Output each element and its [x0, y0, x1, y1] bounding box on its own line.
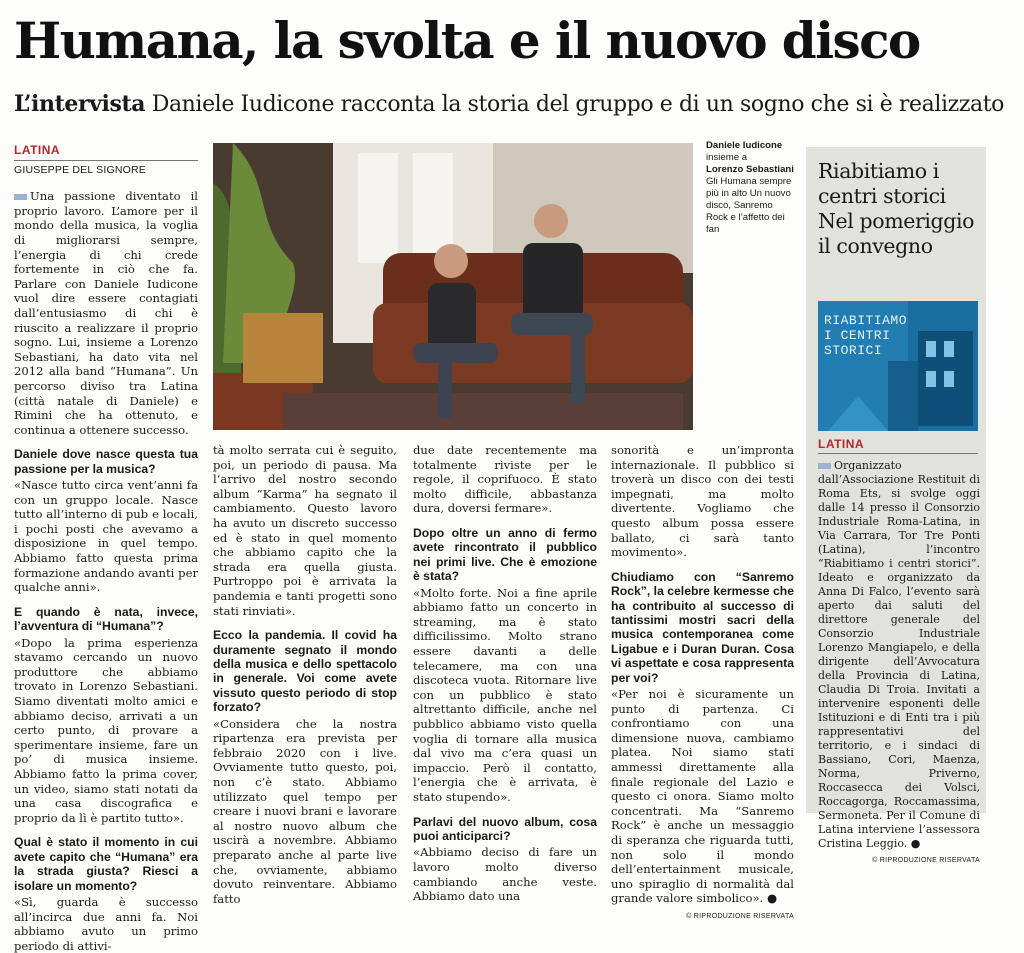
article-copyright: © RIPRODUZIONE RISERVATA — [686, 912, 794, 920]
band-photo — [213, 143, 693, 430]
poster-line-1: RIABITIAMO — [824, 313, 908, 328]
article-column-4 — [611, 443, 794, 925]
sidebar-box — [806, 147, 986, 864]
poster-line-2: I CENTRI — [824, 328, 891, 343]
sidebar-body — [818, 459, 980, 868]
sidebar-copyright: © RIPRODUZIONE RISERVATA — [872, 857, 980, 864]
question-7: Chiudiamo con “Sanremo Rock”, la celebre kermesse che ha contribuito al successo di tantissimi mostri sacri della musica contemporanea come Ligabue e i Duran Duran. Cosa vi aspettate e cosa rappresenta per voi? — [611, 569, 794, 685]
sidebar-body-text: Organizzato dall’Associazione Restituit di Roma Ets, si svolge oggi dalle 14 presso il Consorzio Industriale Roma-Latina, in Via Carrara, Tor Tre Ponti (Latina), l’incontro “Riabitiamo i centri storici”. Ideato e organizzato da Anna Di Falco, l’evento sarà aperto dai saluti del direttore generale del Consorzio Industriale Lorenzo Mangiapelo, e della dirigente dell’Avvocatura della Provincia di Latina, Claudia Di Troia. Invitati a intervenire esponenti delle Istituzioni e di Enti tra i più rappresentativi del territorio, e i sindaci di Bassiano, Cori, Maenza, Norma, Priverno, Roccasecca dei Volsci, Roccagorga, Roccamassima, Sermoneta. Per il Comune di Latina interviene l’assessora Cristina Leggio. — [818, 459, 980, 850]
answer-5: «Molto forte. Noi a fine aprile abbiamo fatto un concerto in streaming, ma è stato difficilissimo. Molto strano essere davanti a delle telecamere, ma con una discoteca vuota. Ritornare live con un pubblico è stato altrettanto difficile, anche nel pubblico abbiamo visto quella voglia di tornare alla musica dal vivo ma c’era quasi un impaccio. Però il contatto, l’energia che è arrivata, è stato stupendo». — [413, 585, 597, 804]
sidebar-end-mark: ● — [910, 837, 921, 850]
sidebar-bullet-square — [818, 463, 831, 469]
caption-name-2: Lorenzo Sebastiani — [706, 164, 794, 175]
end-mark: ● — [766, 891, 778, 906]
subheadline — [14, 90, 1014, 119]
event-poster — [818, 301, 978, 431]
answer-4-part1: «Considera che la nostra ripartenza era prevista per febbraio 2020 con i live. Ovviamente tutto questo, poi, non c’è stato. Abbiamo utilizzato quel tempo per creare i nuovi brani e lavorare al nostro nuovo album che uscirà a novembre. Abbiamo preparato anche al parte live che, ovviamente, abbiamo dovuto reinventare. Abbiamo fatto — [213, 716, 397, 906]
caption-connector: insieme a — [706, 152, 748, 163]
question-3: Qual è stato il momento in cui avete capito che “Humana” era la strada giusta? Riesci a isolare un momento? — [14, 835, 198, 893]
answer-3-part2: tà molto serrata cui è seguito, poi, un periodo di pausa. Ma l’arrivo del nostro secondo album “Karma” ha segnato il cambiamento. Questo lavoro ha avuto un discreto successo ed è stato in quel momento che abbiamo capito che la strada era quella giusta. Purtroppo poi è arrivata la pandemia e tanti progetti sono stati rinviati». — [213, 443, 397, 618]
answer-2: «Dopo la prima esperienza stavamo cercando un nuovo produttore che abbiamo trovato in Lorenzo Sebastiani. Siamo diventati molto amici e abbiamo deciso, arrivati a un certo punto, di provare a sperimentare insieme, fare un po’ di musica insieme. Abbiamo fatto la prima cover, un video, siamo stati notati da una casa discografica e proprio da lì è partito tutto». — [14, 635, 198, 825]
article-column-1 — [14, 143, 198, 953]
answer-3-part1: «Sì, guarda è successo all’incirca due anni fa. Noi abbiamo avuto un primo periodo di attivi- — [14, 895, 198, 953]
intro-paragraph — [14, 189, 198, 437]
section-tag: LATINA — [14, 143, 198, 161]
byline: GIUSEPPE DEL SIGNORE — [14, 163, 146, 176]
poster-line-3: STORICI — [824, 343, 883, 358]
subhead-text: Daniele Iudicone racconta la storia del gruppo e di un sogno che si è realizzato — [151, 92, 1005, 117]
subhead-lead: L’intervista — [14, 91, 146, 117]
answer-6-part2: sonorità e un’impronta internazionale. Il pubblico si troverà un disco con dei testi impegnati, ma molto divertente. Vogliamo che questo album possa essere ballato, ci sarà tanto movimento». — [611, 443, 794, 560]
answer-4-part2: due date recentemente ma totalmente riviste per le regole, il coprifuoco. È stato molto difficile, abbastanza dura, doversi fermare». — [413, 443, 597, 516]
question-5: Dopo oltre un anno di fermo avete rincontrato il pubblico nei primi live. Che è emozione è stata? — [413, 525, 597, 584]
answer-6-part1: «Abbiamo deciso di fare un lavoro molto diverso cambiando anche veste. Abbiamo dato una — [413, 845, 597, 904]
sidebar-title: Riabitiamo i centri storici Nel pomeriggio il convegno — [818, 159, 975, 258]
poster-title — [824, 313, 907, 358]
photo-caption — [706, 140, 794, 236]
question-6: Parlavi del nuovo album, cosa puoi anticiparci? — [413, 814, 597, 843]
question-2: E quando è nata, invece, l’avventura di “Humana”? — [14, 604, 198, 634]
question-1: Daniele dove nasce questa tua passione per la musica? — [14, 447, 198, 476]
answer-7-text: «Per noi è sicuramente un punto di partenza. Ci confrontiamo con una dimensione nuova, cambiamo platea. Noi siamo stati ammessi direttamente alla finale regionale del Lazio e questo ci onora. Siamo molto concentrati. Ma “Sanremo Rock” è anche un messaggio di speranza che riguarda tutti, non solo il mondo dell’entertainment musicale, uno spiraglio di normalità dal grande valore simbolico». — [611, 687, 794, 906]
answer-7 — [611, 687, 794, 906]
sidebar-section-tag: LATINA — [818, 437, 978, 454]
caption-text: Gli Humana sempre più in alto Un nuovo disco, Sanremo Rock e l’affetto dei fan — [706, 176, 792, 235]
answer-1: «Nasce tutto circa vent’anni fa con un gruppo locale. Nasce tutto all’interno di pub e locali, i pochi posti che avevamo a disposizione in quel tempo. Abbiamo fatto questa prima formazione andando avanti per qualche anni». — [14, 478, 198, 595]
article-column-2 — [213, 443, 397, 906]
band-photo-illustration — [213, 143, 693, 430]
caption-name-1: Daniele Iudicone — [706, 140, 783, 151]
bullet-square — [14, 194, 27, 200]
article-column-3 — [413, 443, 597, 904]
question-4: Ecco la pandemia. Il covid ha duramente segnato il mondo della musica e dello spettacolo in generale. Voi come avete vissuto questo periodo di stop forzato? — [213, 628, 397, 715]
headline: Humana, la svolta e il nuovo disco — [14, 11, 920, 70]
intro-text: Una passione diventato il proprio lavoro. L’amore per il mondo della musica, la voglia di migliorarsi sempre, l’energia di chi crede fortemente in ciò che fa. Parlare con Daniele Iudicone vuol dire essere contagiati dall’entusiasmo di chi è riuscito a realizzare il proprio sogno. Lui, insieme a Lorenzo Sebastiani, ha dato vita nel 2012 alla band “Humana”. Un percorso diviso tra Latina (città natale di Daniele) e Rimini che ha ottenuto, e continua a ottenere successo. — [14, 189, 198, 437]
